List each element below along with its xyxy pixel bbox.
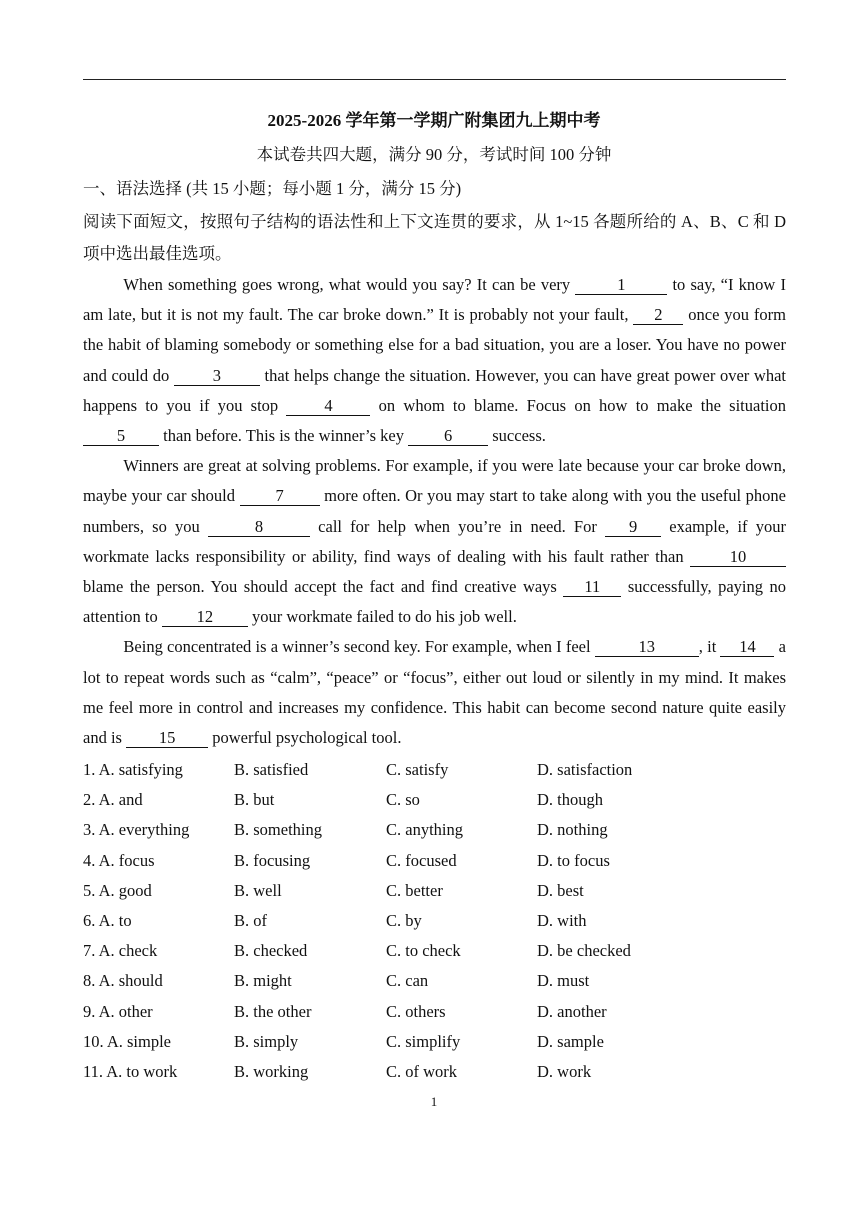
option-row <box>83 757 786 787</box>
option-c: C. simplify <box>386 1031 461 1051</box>
answer-blank-6: 6 <box>408 427 488 446</box>
option-a: 7. A. check <box>83 941 158 961</box>
option-c: C. can <box>386 971 429 991</box>
answer-blank-5: 5 <box>83 427 159 446</box>
answer-blank-14: 14 <box>720 638 774 657</box>
passage-paragraph <box>83 451 786 632</box>
option-d: D. to focus <box>537 850 610 870</box>
option-a: 6. A. to <box>83 910 132 930</box>
option-c: C. so <box>386 790 420 810</box>
option-c: C. focused <box>386 850 457 870</box>
option-a: 5. A. good <box>83 880 152 900</box>
answer-blank-11: 11 <box>563 578 621 597</box>
option-row <box>83 999 786 1029</box>
option-d: D. be checked <box>537 941 631 961</box>
option-a: 4. A. focus <box>83 850 155 870</box>
option-b: B. might <box>234 971 292 991</box>
answer-blank-15: 15 <box>126 729 208 748</box>
option-d: D. work <box>537 1061 592 1081</box>
passage-text: a lot to repeat words such as “calm”, “peace” or “focus”, either out loud or silently in my mind. It makes me feel more in control and increases my confidence. This habit can become second nature quite easily and is <box>83 637 787 748</box>
page-number: 1 <box>430 1094 438 1109</box>
answer-blank-13: 13 <box>595 638 699 657</box>
passage-text: to say, “I know I am late, but it is not my fault. The car broke down.” It is probably not your fault, <box>83 275 786 325</box>
option-a: 2. A. and <box>83 790 143 810</box>
option-row <box>83 968 786 998</box>
option-a: 8. A. should <box>83 971 163 991</box>
option-a: 1. A. satisfying <box>83 760 183 779</box>
option-d: D. sample <box>537 1031 604 1051</box>
passage-text: Winners are great at solving problems. For example, if you were late because your car broke down, maybe your car should <box>83 456 786 506</box>
option-b: B. well <box>234 880 282 900</box>
answer-blank-4: 4 <box>286 397 370 416</box>
passage-text: blame the person. You should accept the fact and find creative ways <box>83 577 564 597</box>
option-c: C. to check <box>386 941 461 961</box>
answer-blank-2: 2 <box>633 306 683 325</box>
option-b: B. of <box>234 910 267 930</box>
option-b: B. checked <box>234 941 308 961</box>
passage-text: example, if your workmate lacks responsibility or ability, find ways of dealing with his fault rather than <box>83 516 786 566</box>
passage-text: more often. Or you may start to take along with you the useful phone numbers, so you <box>83 486 786 536</box>
answer-blank-7: 7 <box>240 487 320 506</box>
answer-blank-10: 10 <box>690 548 786 567</box>
passage-text: successfully, paying no attention to <box>83 577 787 627</box>
answer-blank-9: 9 <box>605 518 661 537</box>
option-b: B. focusing <box>234 850 311 870</box>
section-heading: 一、语法选择 (共 15 小题；每小题 1 分，满分 15 分) <box>83 179 462 198</box>
passage-text: powerful psychological tool. <box>208 728 402 748</box>
passage-text: once you form the habit of blaming somebody or something else for a bad situation, you are a loser. You have no power and could do <box>83 305 786 385</box>
option-d: D. satisfaction <box>537 760 633 779</box>
option-a: 11. A. to work <box>83 1061 178 1081</box>
option-b: B. something <box>234 820 323 840</box>
header-rule <box>83 79 786 80</box>
passage-text: success. <box>488 426 546 446</box>
option-d: D. with <box>537 910 587 930</box>
passage-paragraph <box>83 632 786 753</box>
answer-blank-12: 12 <box>162 608 248 627</box>
exam-title: 2025-2026 学年第一学期广附集团九上期中考 <box>267 111 601 130</box>
option-row <box>83 787 786 817</box>
passage-text: that helps change the situation. However, you can have great power over what happens to you if you stop <box>83 365 786 415</box>
exam-subtitle: 本试卷共四大题，满分 90 分，考试时间 100 分钟 <box>256 145 612 164</box>
option-d: D. nothing <box>537 820 608 840</box>
option-a: 9. A. other <box>83 1001 153 1021</box>
option-d: D. best <box>537 880 584 900</box>
option-b: B. the other <box>234 1001 312 1021</box>
passage-text: Being concentrated is a winner’s second key. For example, when I feel <box>123 637 595 657</box>
answer-blank-1: 1 <box>575 276 667 295</box>
option-c: C. anything <box>386 820 463 840</box>
option-row <box>83 1029 786 1059</box>
passage-text: call for help when you’re in need. For <box>309 516 606 536</box>
option-row <box>83 878 786 908</box>
option-d: D. though <box>537 790 603 810</box>
option-row <box>83 817 786 847</box>
option-row <box>83 908 786 938</box>
option-row <box>83 1059 786 1089</box>
passage-text: When something goes wrong, what would you say? It can be very <box>123 275 576 294</box>
option-row <box>83 938 786 968</box>
option-c: C. others <box>386 1001 446 1021</box>
answer-blank-8: 8 <box>208 518 310 537</box>
option-d: D. must <box>537 971 590 991</box>
reading-passage <box>83 270 786 753</box>
options-list <box>83 757 786 1089</box>
option-b: B. but <box>234 790 275 810</box>
passage-paragraph <box>83 270 786 451</box>
passage-text: than before. This is the winner’s key <box>159 426 409 446</box>
option-b: B. simply <box>234 1031 299 1051</box>
passage-text: on whom to blame. Focus on how to make the situation <box>370 395 786 415</box>
option-b: B. satisfied <box>234 760 309 779</box>
option-c: C. of work <box>386 1061 458 1081</box>
option-c: C. by <box>386 910 422 930</box>
section-instruction: 阅读下面短文，按照句子结构的语法性和上下文连贯的要求，从 1~15 各题所给的 A、B、C 和 D 项中选出最佳选项。 <box>83 212 786 263</box>
option-c: C. satisfy <box>386 760 449 779</box>
passage-text: your workmate failed to do his job well. <box>247 607 517 627</box>
option-row <box>83 848 786 878</box>
option-b: B. working <box>234 1061 309 1081</box>
option-c: C. better <box>386 880 443 900</box>
answer-blank-3: 3 <box>174 367 260 386</box>
passage-text: , it <box>698 637 721 657</box>
option-a: 10. A. simple <box>83 1031 172 1051</box>
option-d: D. another <box>537 1001 607 1021</box>
option-a: 3. A. everything <box>83 820 190 840</box>
